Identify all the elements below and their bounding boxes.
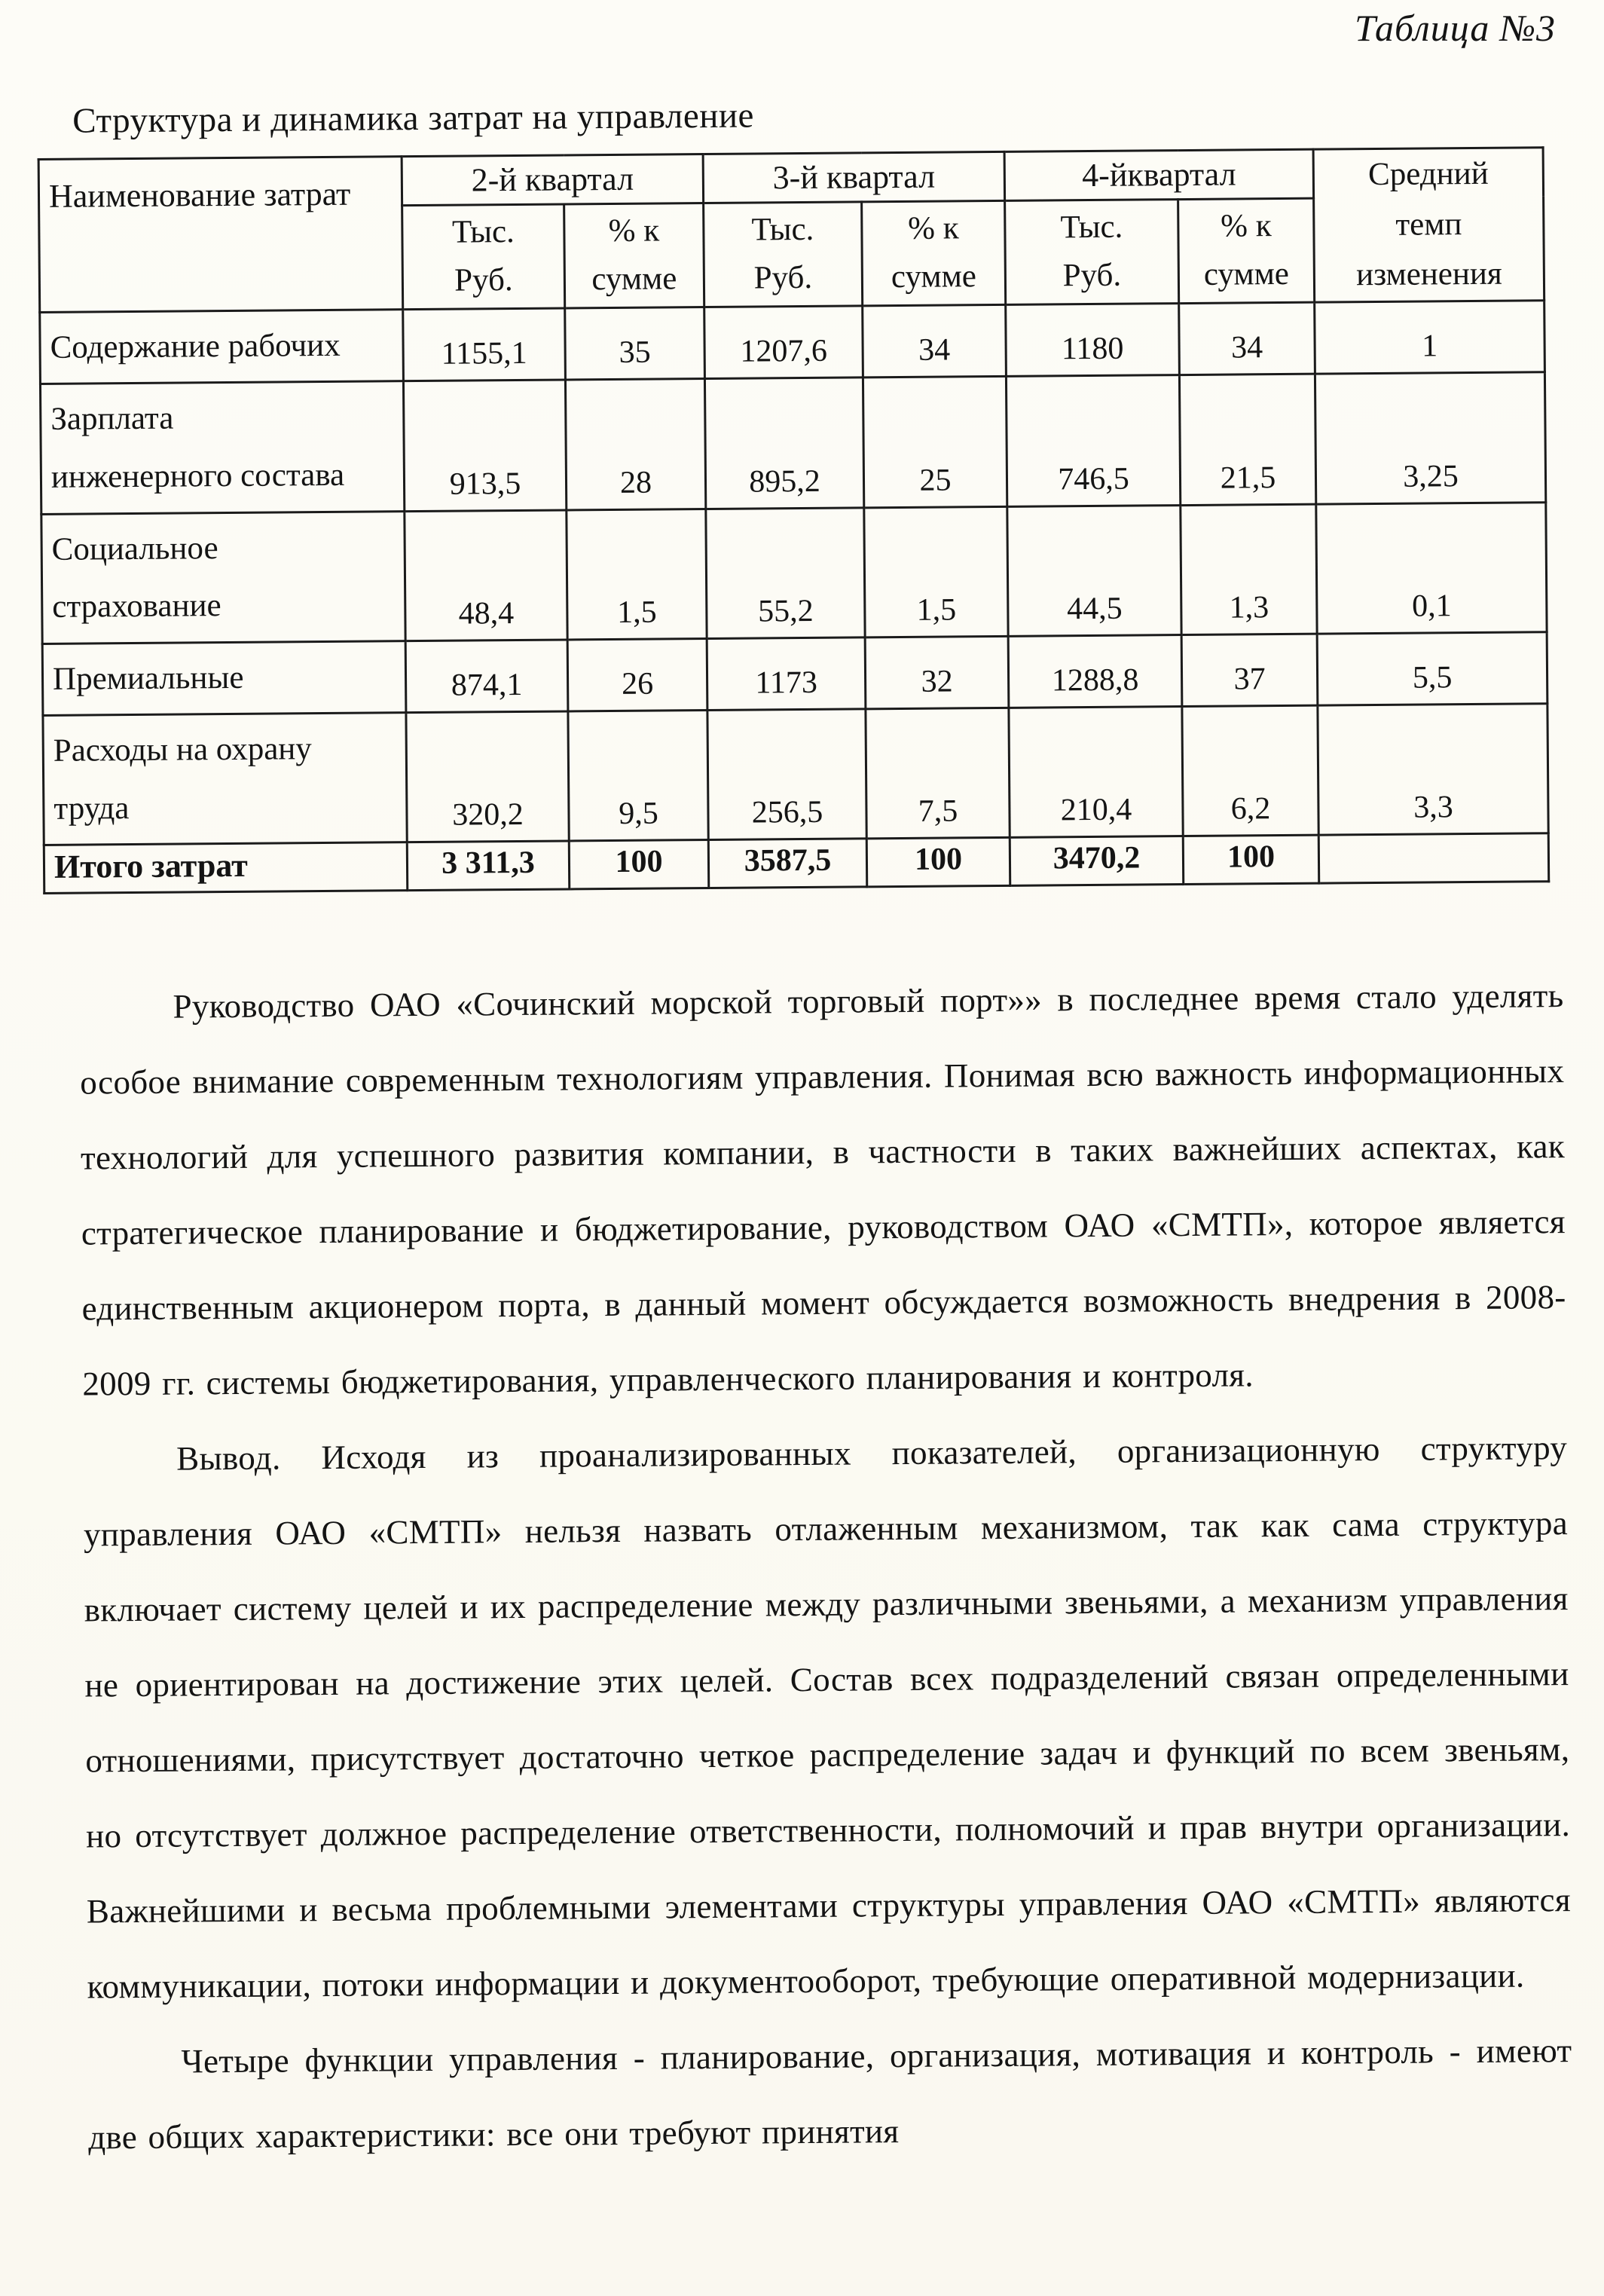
cell-avg-rate bbox=[1318, 833, 1548, 883]
cell-q3-thous: 1173 bbox=[707, 637, 866, 710]
cell-q2-thous: 913,5 bbox=[403, 380, 566, 511]
cell-q3-pct: 34 bbox=[863, 304, 1007, 378]
header-q3-percent: % к сумме bbox=[862, 200, 1006, 306]
cell-q3-thous: 895,2 bbox=[704, 378, 863, 509]
header-q3-thousand-rub: Тыс. Руб. bbox=[704, 202, 863, 307]
table-row bbox=[40, 301, 1545, 384]
cell-q2-thous: 48,4 bbox=[405, 509, 567, 640]
cell-q4-thous: 1180 bbox=[1006, 304, 1180, 377]
cell-avg-rate: 3,3 bbox=[1318, 704, 1548, 835]
cell-avg-rate: 0,1 bbox=[1316, 502, 1547, 633]
cell-q4-thous: 746,5 bbox=[1006, 375, 1180, 506]
cell-q3-thous: 256,5 bbox=[707, 709, 866, 840]
header-q4-percent: % к сумме bbox=[1178, 198, 1315, 303]
cell-q2-thous: 1155,1 bbox=[403, 308, 566, 381]
paragraph-conclusion: Вывод. Исходя из проанализированных показателей, организационную структуру управления ОАО «СМТП» нельзя назвать отлаженным механизмом, так как сама структура включает систему целей и их распределение между различными звеньями, а механизм управления не ориентирован на достижение этих целей. Состав всех подразделений связан определенными отношениями, присутствует достаточно четкое распределение задач и функций по всем звеньям, но отсутствует должное распределение ответственности, полномочий и прав внутри организации. Важнейшими и весьма проблемными элементами структуры управления ОАО «СМТП» являются коммуникации, потоки информации и документооборот, требующие оперативной модернизации. bbox=[83, 1428, 1572, 2006]
table-row bbox=[42, 631, 1547, 715]
cell-q3-pct: 7,5 bbox=[866, 708, 1010, 839]
cell-q2-thous: 874,1 bbox=[405, 640, 568, 713]
cell-q2-thous: 3 311,3 bbox=[407, 841, 569, 890]
cell-q3-pct: 1,5 bbox=[864, 506, 1008, 637]
header-q4-thousand-rub: Тыс. Руб. bbox=[1005, 199, 1179, 304]
table-header-row-quarters bbox=[38, 148, 1543, 209]
cell-q4-pct: 1,3 bbox=[1181, 504, 1317, 634]
cell-q2-pct: 9,5 bbox=[568, 711, 708, 842]
cell-q2-pct: 26 bbox=[567, 638, 707, 711]
cell-q2-pct: 1,5 bbox=[567, 509, 707, 640]
cell-q2-pct: 35 bbox=[565, 307, 705, 380]
cell-q3-thous: 1207,6 bbox=[704, 306, 863, 379]
cell-q4-pct: 37 bbox=[1181, 634, 1318, 707]
header-q2-percent: % к сумме bbox=[564, 203, 704, 308]
paragraph-management-technologies: Руководство ОАО «Сочинский морской торговый порт»» в последнее время стало уделять особое внимание современным технологиям управления. Понимая всю важность информационных технологий для успешного развития компании, в частности в таких важнейших аспектах, как стратегическое планирование и бюджетирование, руководством ОАО «СМТП», которое является единственным акционером порта, в данный момент обсуждается возможность внедрения в 2008-2009 гг. системы бюджетирования, управленческого планирования и контроля. bbox=[80, 976, 1566, 1403]
row-label: Социальное страхование bbox=[41, 511, 405, 644]
cell-q4-thous: 1288,8 bbox=[1008, 634, 1182, 708]
cell-q2-pct: 100 bbox=[569, 840, 709, 889]
costs-table bbox=[38, 146, 1551, 894]
row-label: Премиальные bbox=[42, 640, 406, 715]
body-text bbox=[79, 958, 1573, 2175]
cell-avg-rate: 5,5 bbox=[1317, 631, 1547, 705]
table-row bbox=[40, 372, 1545, 514]
cell-q4-pct: 6,2 bbox=[1182, 705, 1318, 836]
cell-q2-pct: 28 bbox=[565, 379, 705, 510]
cell-avg-rate: 3,25 bbox=[1315, 372, 1545, 503]
header-quarter-4: 4-йквартал bbox=[1004, 149, 1314, 200]
cell-q4-pct: 100 bbox=[1183, 835, 1319, 884]
cell-q4-thous: 210,4 bbox=[1009, 707, 1183, 838]
cell-q3-pct: 25 bbox=[863, 377, 1007, 508]
cell-q4-pct: 34 bbox=[1179, 302, 1315, 375]
cell-q3-pct: 100 bbox=[866, 838, 1010, 887]
table-row bbox=[43, 704, 1548, 845]
row-label-total: Итого затрат bbox=[44, 842, 407, 893]
cell-q4-thous: 44,5 bbox=[1007, 505, 1181, 636]
cell-q2-thous: 320,2 bbox=[406, 711, 569, 842]
row-label: Содержание рабочих bbox=[40, 310, 404, 384]
cell-q3-pct: 32 bbox=[865, 636, 1009, 709]
header-name-column: Наименование затрат bbox=[38, 157, 403, 313]
header-average-rate: Средний темп изменения bbox=[1313, 148, 1544, 302]
cell-q4-thous: 3470,2 bbox=[1010, 836, 1183, 885]
header-q2-thousand-rub: Тыс. Руб. bbox=[402, 204, 565, 310]
row-label: Зарплата инженерного состава bbox=[40, 381, 404, 514]
row-label: Расходы на охрану труда bbox=[43, 713, 407, 845]
cell-q3-thous: 55,2 bbox=[706, 507, 865, 638]
table-number-label: Таблица №3 bbox=[1355, 7, 1556, 49]
header-quarter-3: 3-й квартал bbox=[703, 151, 1005, 203]
cell-q4-pct: 21,5 bbox=[1179, 375, 1315, 505]
table-title: Структура и динамика затрат на управление bbox=[72, 96, 755, 141]
header-quarter-2: 2-й квартал bbox=[402, 154, 704, 206]
cell-avg-rate: 1 bbox=[1315, 301, 1545, 375]
table-row bbox=[41, 502, 1547, 644]
cell-q3-thous: 3587,5 bbox=[708, 839, 866, 888]
paragraph-four-functions: Четыре функции управления - планирование, организация, мотивация и контроль - имеют две общих характеристики: все они требуют принятия bbox=[88, 2031, 1572, 2157]
